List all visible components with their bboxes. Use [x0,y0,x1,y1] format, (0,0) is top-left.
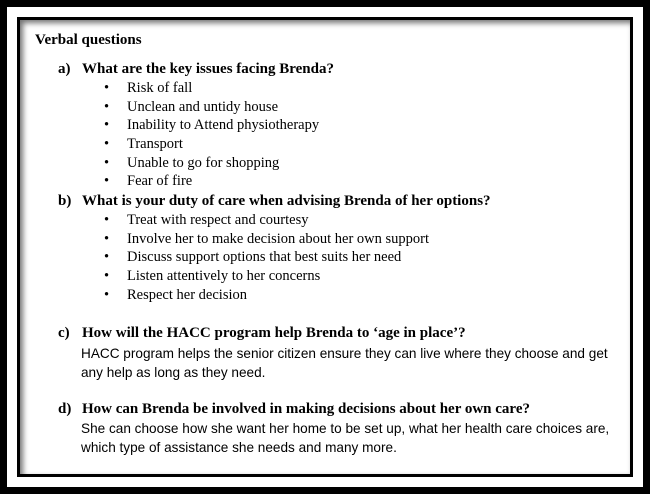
question-a [58,61,334,78]
bullet-icon: • [104,117,110,134]
question-c [58,325,466,342]
bullet-icon: • [104,154,110,171]
bullet-icon: • [104,136,110,153]
bullet-icon: • [104,98,110,115]
list-item: • Fear of fire [104,173,193,190]
answer-d: She can choose how she want her home to be set up, what her health care choices are, which type of assistance she needs and many more. [81,421,610,455]
question-d [58,401,530,418]
bullet-icon: • [104,212,110,228]
bullet-icon: • [104,249,110,266]
list-item: • Inability to Attend physiotherapy [104,117,320,134]
question-marker: b) [58,193,72,209]
question-text: What are the key issues facing Brenda? [82,61,334,77]
duty-of-care-list [104,211,429,304]
bullet-icon: • [104,286,110,303]
question-text: How will the HACC program help Brenda to ‘age in place’? [82,325,466,341]
question-text: What is your duty of care when advising Brenda of her options? [82,193,491,209]
list-item: • Treat with respect and courtesy [104,212,309,228]
question-b [58,193,491,210]
question-text: How can Brenda be involved in making decisions about her own care? [82,401,530,417]
page-title: Verbal questions [35,32,142,48]
answer-c: HACC program helps the senior citizen ensure they can live where they choose and get any help as long as they need. [81,346,608,380]
bullet-icon: • [104,230,110,247]
question-marker: a) [58,61,71,77]
list-item: • Involve her to make decision about her own support [104,230,430,247]
list-item: • Risk of fall [104,80,193,96]
issues-list [104,79,319,191]
bullet-icon: • [104,268,110,285]
list-item: • Transport [104,136,183,153]
bullet-icon: • [104,80,110,96]
list-item: • Listen attentively to her concerns [104,268,321,285]
list-item: • Discuss support options that best suits her need [104,249,402,266]
question-marker: c) [58,325,70,341]
list-item: • Unable to go for shopping [104,154,280,171]
bullet-icon: • [104,173,110,190]
list-item: • Respect her decision [104,286,247,303]
question-marker: d) [58,401,72,417]
list-item: • Unclean and untidy house [104,98,279,115]
